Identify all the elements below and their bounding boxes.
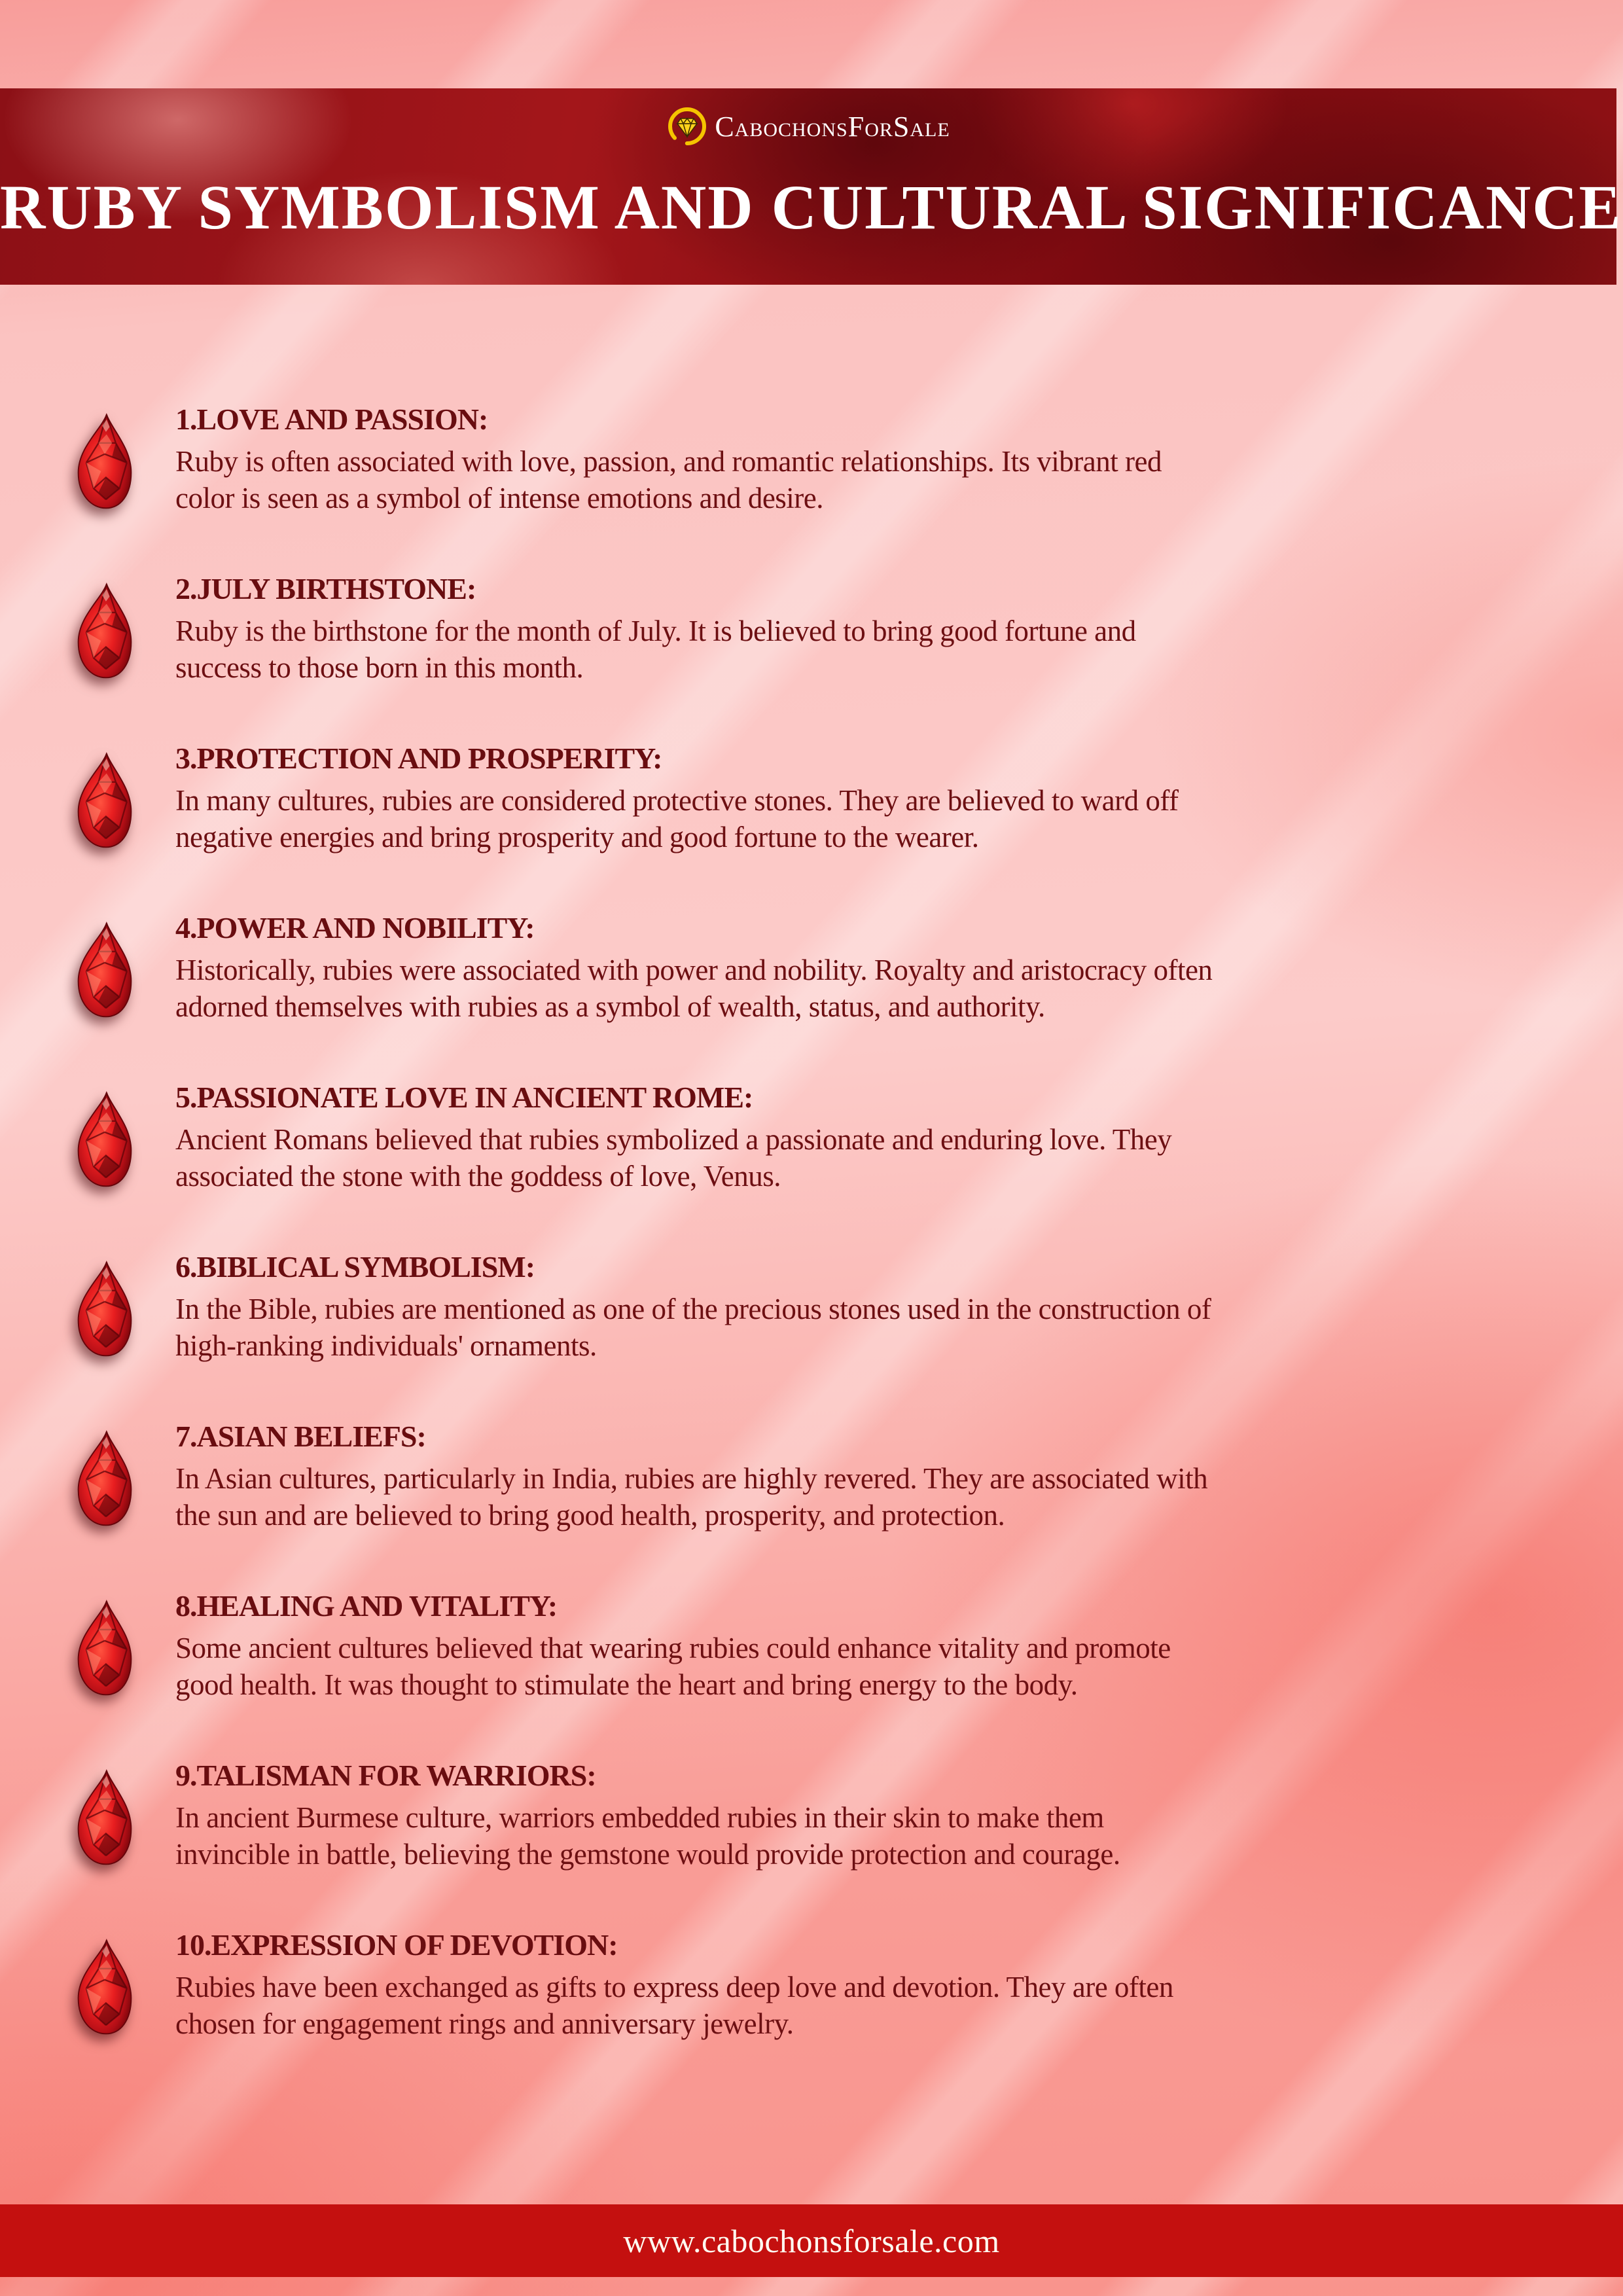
item-body-line: Historically, rubies were associated with power and nobility. Royalty and aristocracy often <box>175 954 1213 986</box>
item-heading: 6.BIBLICAL SYMBOLISM: <box>175 1250 535 1283</box>
ruby-gem-icon <box>73 1598 136 1698</box>
logo-segment: ABOCHONS <box>734 118 848 141</box>
ruby-gem-icon <box>73 1089 136 1190</box>
item-body-line: good health. It was thought to stimulate the heart and bring energy to the body. <box>175 1668 1078 1701</box>
item-heading: 4.POWER AND NOBILITY: <box>175 911 535 944</box>
list-item <box>73 1249 1592 1364</box>
brand-logo <box>0 88 1616 147</box>
brand-logo-text <box>715 110 950 143</box>
header-banner <box>0 88 1622 285</box>
item-body-line: Ruby is the birthstone for the month of July. It is believed to bring good fortune and <box>175 615 1136 647</box>
list-item <box>73 571 1592 686</box>
page-title: RUBY SYMBOLISM AND CULTURAL SIGNIFICANCE <box>0 172 1622 242</box>
ruby-gem-icon <box>73 1428 136 1529</box>
item-body-line: high-ranking individuals' ornaments. <box>175 1329 597 1362</box>
item-body-line: Some ancient cultures believed that wearing rubies could enhance vitality and promote <box>175 1632 1171 1664</box>
item-body-line: the sun and are believed to bring good health, prosperity, and protection. <box>175 1499 1005 1532</box>
item-body-line: Ruby is often associated with love, passion, and romantic relationships. Its vibrant red <box>175 445 1162 478</box>
item-heading: 9.TALISMAN FOR WARRIORS: <box>175 1759 596 1792</box>
ruby-gem-icon <box>73 1767 136 1868</box>
item-body-line: In many cultures, rubies are considered protective stones. They are believed to ward off <box>175 784 1179 817</box>
list-item <box>73 741 1592 855</box>
ruby-gem-icon <box>73 750 136 851</box>
footer-url: www.cabochonsforsale.com <box>623 2222 1000 2259</box>
ruby-gem-icon <box>73 1937 136 2037</box>
list-item <box>73 1928 1592 2042</box>
item-body-line: In ancient Burmese culture, warriors embedded rubies in their skin to make them <box>175 1801 1104 1834</box>
item-body-line: associated the stone with the goddess of love, Venus. <box>175 1160 781 1193</box>
item-heading: 8.HEALING AND VITALITY: <box>175 1589 558 1623</box>
logo-segment: S <box>893 110 910 143</box>
footer-bar <box>0 2204 1623 2277</box>
item-body-line: In the Bible, rubies are mentioned as one of the precious stones used in the construction of <box>175 1293 1211 1325</box>
list-item <box>73 1080 1592 1194</box>
item-body-line: invincible in battle, believing the gemstone would provide protection and courage. <box>175 1838 1120 1871</box>
item-heading: 1.LOVE AND PASSION: <box>175 403 488 436</box>
item-heading: 3.PROTECTION AND PROSPERITY: <box>175 742 662 775</box>
ruby-gem-icon <box>73 581 136 681</box>
item-heading: 10.EXPRESSION OF DEVOTION: <box>175 1928 618 1962</box>
item-body-line: Rubies have been exchanged as gifts to express deep love and devotion. They are often <box>175 1971 1173 2003</box>
logo-segment: C <box>715 110 735 143</box>
item-body-line: success to those born in this month. <box>175 651 584 684</box>
item-heading: 2.JULY BIRTHSTONE: <box>175 572 476 605</box>
list-item <box>73 910 1592 1025</box>
item-body-line: adorned themselves with rubies as a symbol of wealth, status, and authority. <box>175 990 1045 1023</box>
item-heading: 5.PASSIONATE LOVE IN ANCIENT ROME: <box>175 1081 753 1114</box>
item-body-line: chosen for engagement rings and anniversary jewelry. <box>175 2007 794 2040</box>
logo-segment: OR <box>865 118 893 141</box>
item-body-line: negative energies and bring prosperity and good fortune to the wearer. <box>175 821 979 853</box>
item-heading: 7.ASIAN BELIEFS: <box>175 1420 426 1453</box>
ruby-gem-icon <box>73 411 136 512</box>
item-body-line: In Asian cultures, particularly in India, rubies are highly revered. They are associated with <box>175 1462 1208 1495</box>
logo-segment: ALE <box>910 118 950 141</box>
list-item <box>73 1588 1592 1703</box>
diamond-in-c-logo-icon <box>666 105 708 147</box>
ruby-gem-icon <box>73 1259 136 1359</box>
list-item <box>73 402 1592 516</box>
ruby-gem-icon <box>73 920 136 1020</box>
content-list <box>73 402 1592 2042</box>
logo-segment: F <box>847 110 865 143</box>
list-item <box>73 1419 1592 1534</box>
item-body-line: Ancient Romans believed that rubies symbolized a passionate and enduring love. They <box>175 1123 1172 1156</box>
item-body-line: color is seen as a symbol of intense emotions and desire. <box>175 482 824 514</box>
list-item <box>73 1758 1592 1873</box>
